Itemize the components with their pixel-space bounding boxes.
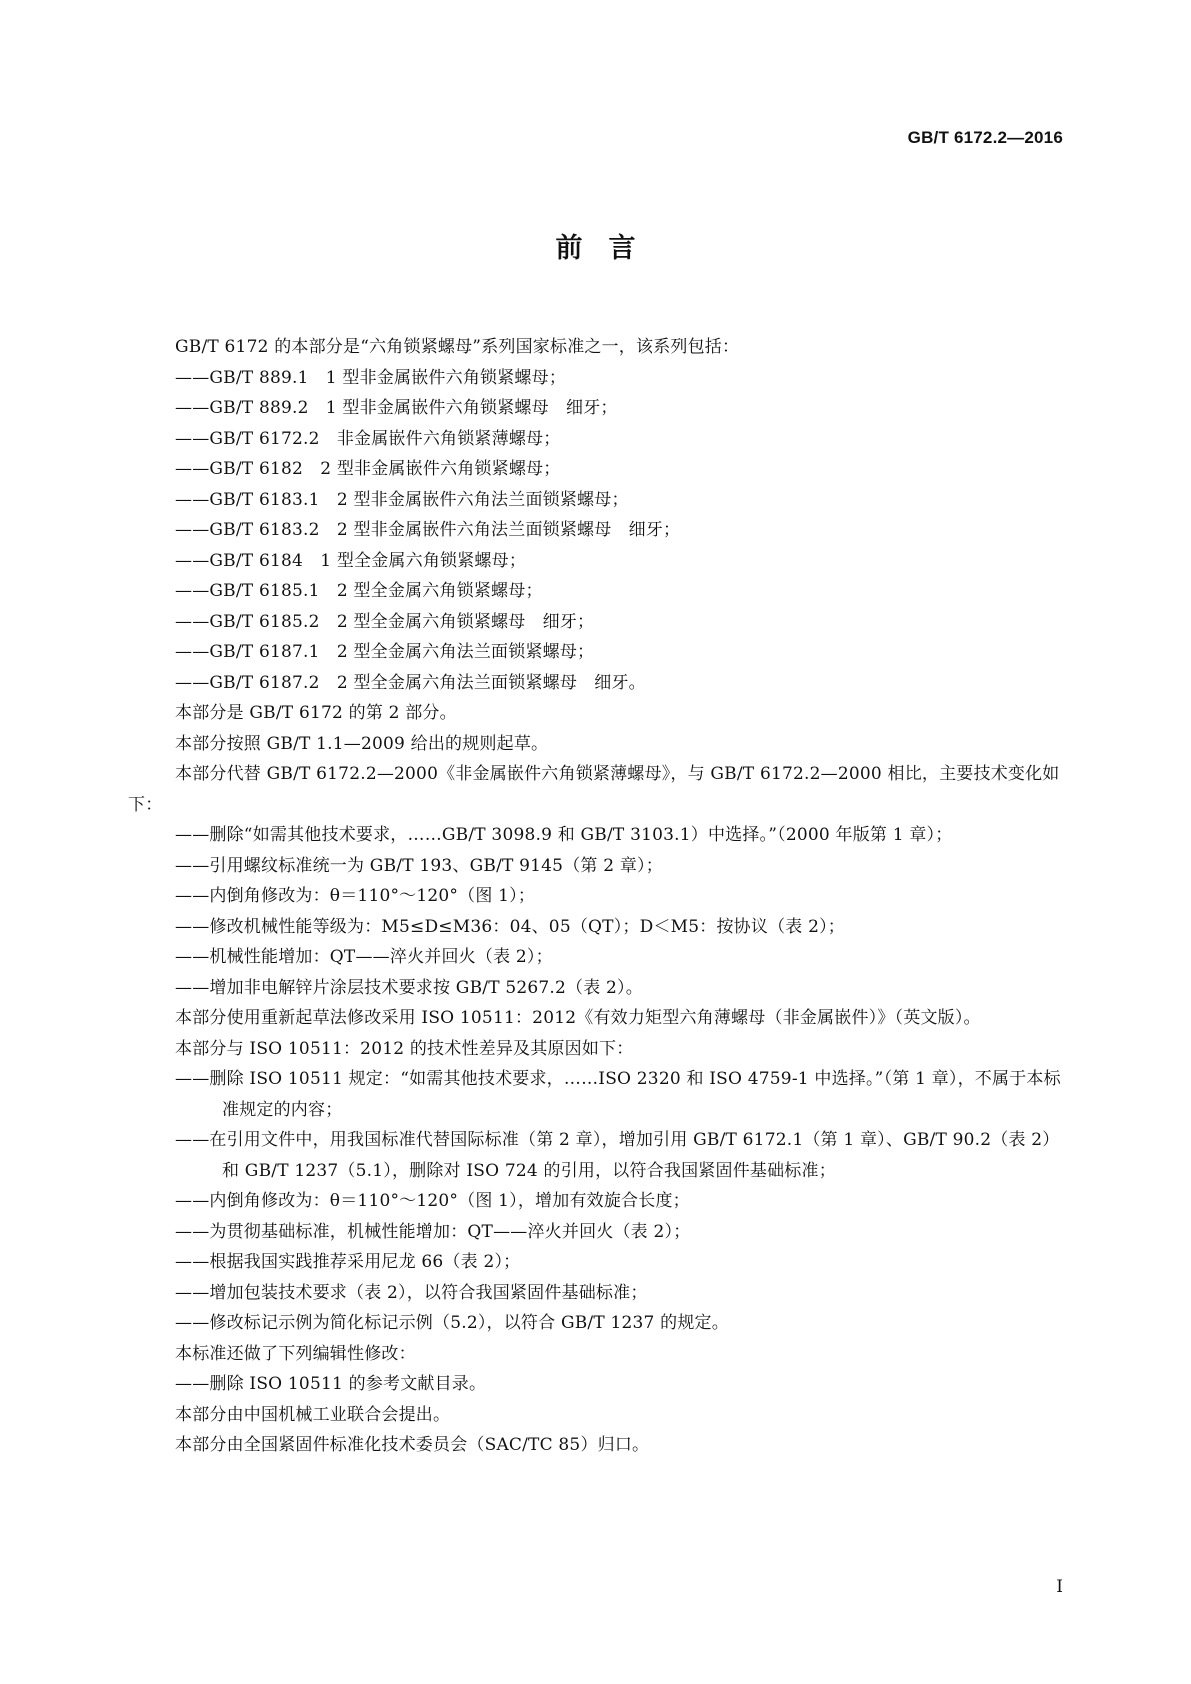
list-item: ——增加包装技术要求（表 2），以符合我国紧固件基础标准； bbox=[175, 1282, 648, 1303]
list-item: ——GB/T 6183.2 2 型非金属嵌件六角法兰面锁紧螺母 细牙； bbox=[175, 520, 681, 540]
document-body bbox=[128, 332, 1063, 1461]
iso-diff-list bbox=[128, 1064, 1063, 1339]
intro-paragraph: GB/T 6172 的本部分是“六角锁紧螺母”系列国家标准之一，该系列包括： bbox=[175, 337, 740, 357]
series-list bbox=[128, 363, 1063, 699]
drafting-rule: 本部分按照 GB/T 1.1—2009 给出的规则起草。 bbox=[175, 733, 549, 754]
list-item: ——增加非电解锌片涂层技术要求按 GB/T 5267.2（表 2）。 bbox=[175, 977, 643, 998]
list-item: ——机械性能增加：QT——淬火并回火（表 2）； bbox=[175, 947, 553, 967]
list-item: ——GB/T 889.2 1 型非金属嵌件六角锁紧螺母 细牙； bbox=[175, 398, 618, 418]
list-item: ——GB/T 6183.1 2 型非金属嵌件六角法兰面锁紧螺母； bbox=[175, 489, 629, 510]
list-item: ——修改机械性能等级为：M5≤D≤M36：04、05（QT）；D＜M5：按协议（表 2）； bbox=[175, 916, 845, 937]
list-item: ——GB/T 889.1 1 型非金属嵌件六角锁紧螺母； bbox=[175, 367, 567, 388]
list-item: ——删除“如需其他技术要求，……GB/T 3098.9 和 GB/T 3103.1）中选择。”（2000 年版第 1 章）； bbox=[175, 825, 953, 845]
list-item: ——在引用文件中，用我国标准代替国际标准（第 2 章），增加引用 GB/T 6172.1（第 1 章）、GB/T 90.2（表 2）和 GB/T 1237（5.1），删除对 ISO 724 的引用，以符合我国紧固件基础标准； bbox=[175, 1130, 1060, 1181]
part-statement: 本部分是 GB/T 6172 的第 2 部分。 bbox=[175, 703, 457, 723]
list-item: ——删除 ISO 10511 的参考文献目录。 bbox=[175, 1374, 487, 1394]
page-number: Ⅰ bbox=[1056, 1577, 1063, 1597]
page-title: 前言 bbox=[555, 233, 662, 264]
proposed-by: 本部分由中国机械工业联合会提出。 bbox=[175, 1404, 451, 1425]
replaces-paragraph: 本部分代替 GB/T 6172.2—2000《非金属嵌件六角锁紧薄螺母》，与 GB/T 6172.2—2000 相比，主要技术变化如下： bbox=[128, 764, 1060, 815]
list-item: ——删除 ISO 10511 规定：“如需其他技术要求，……ISO 2320 和 ISO 4759-1 中选择。”（第 1 章），不属于本标准规定的内容； bbox=[175, 1069, 1061, 1120]
list-item: ——内倒角修改为：θ＝110°～120°（图 1），增加有效旋合长度； bbox=[175, 1191, 690, 1211]
iso-adoption-paragraph: 本部分使用重新起草法修改采用 ISO 10511：2012《有效力矩型六角薄螺母（非金属嵌件）》（英文版）。 bbox=[175, 1008, 981, 1028]
list-item: ——为贯彻基础标准，机械性能增加：QT——淬火并回火（表 2）； bbox=[175, 1221, 691, 1242]
standard-code: GB/T 6172.2—2016 bbox=[907, 128, 1063, 147]
managed-by: 本部分由全国紧固件标准化技术委员会（SAC/TC 85）归口。 bbox=[175, 1435, 650, 1455]
list-item: ——GB/T 6187.2 2 型全金属六角法兰面锁紧螺母 细牙。 bbox=[175, 672, 646, 693]
list-item: ——修改标记示例为简化标记示例（5.2），以符合 GB/T 1237 的规定。 bbox=[175, 1313, 729, 1333]
list-item: ——GB/T 6184 1 型全金属六角锁紧螺母； bbox=[175, 550, 527, 571]
list-item: ——GB/T 6172.2 非金属嵌件六角锁紧薄螺母； bbox=[175, 428, 561, 449]
list-item: ——根据我国实践推荐采用尼龙 66（表 2）； bbox=[175, 1252, 521, 1272]
list-item: ——GB/T 6187.1 2 型全金属六角法兰面锁紧螺母； bbox=[175, 642, 595, 662]
list-item: ——内倒角修改为：θ＝110°～120°（图 1）； bbox=[175, 886, 536, 906]
list-item: ——GB/T 6185.2 2 型全金属六角锁紧螺母 细牙； bbox=[175, 611, 595, 632]
list-item: ——GB/T 6185.1 2 型全金属六角锁紧螺母； bbox=[175, 581, 543, 601]
list-item: ——引用螺纹标准统一为 GB/T 193、GB/T 9145（第 2 章）； bbox=[175, 855, 663, 876]
changes-list bbox=[128, 820, 1063, 1003]
editorial-intro: 本标准还做了下列编辑性修改： bbox=[175, 1343, 416, 1364]
iso-diff-intro: 本部分与 ISO 10511：2012 的技术性差异及其原因如下： bbox=[175, 1038, 634, 1059]
list-item: ——GB/T 6182 2 型非金属嵌件六角锁紧螺母； bbox=[175, 459, 561, 479]
